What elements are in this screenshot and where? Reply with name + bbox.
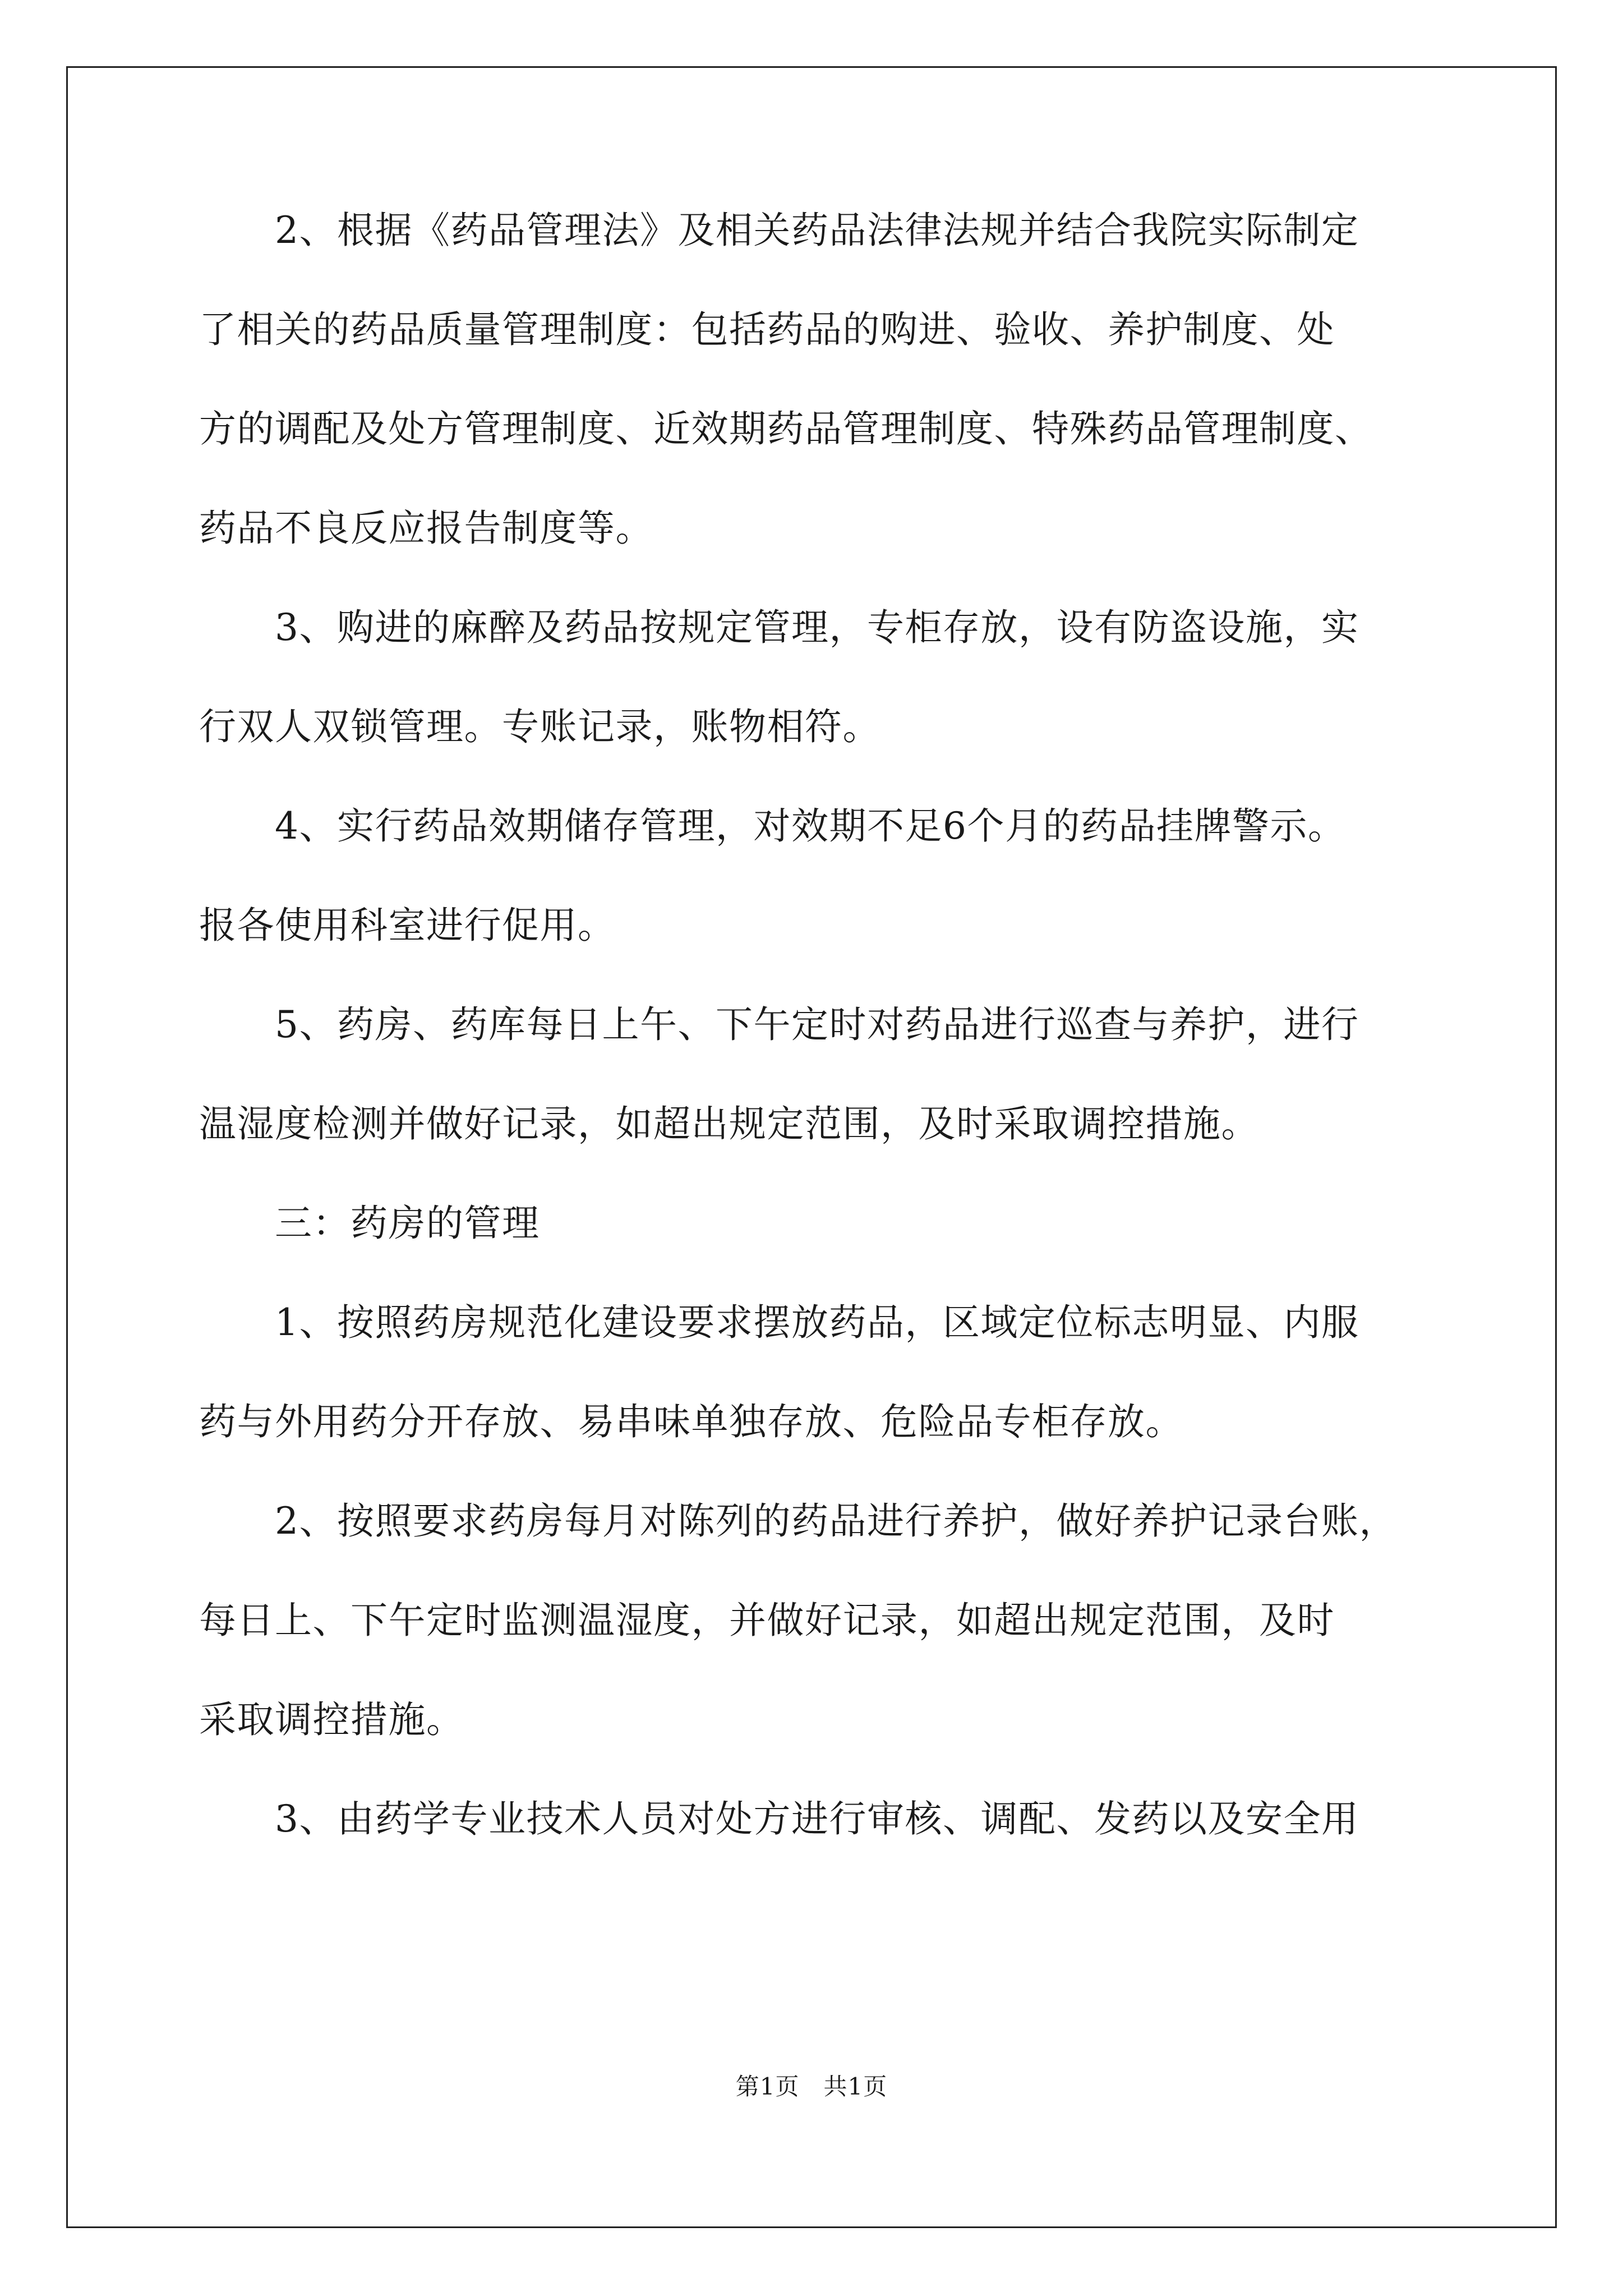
paragraph-line: 采取调控措施。 — [199, 1698, 464, 1741]
paragraph-line: 药品不良反应报告制度等。 — [199, 507, 653, 550]
paragraph-line: 3、购进的麻醉及药品按规定管理，专柜存放，设有防盗设施，实 — [275, 606, 1359, 649]
section-heading: 三：药房的管理 — [275, 1202, 540, 1245]
paragraph-line: 了相关的药品质量管理制度：包括药品的购进、验收、养护制度、处 — [199, 308, 1335, 351]
paragraph-line: 2、按照要求药房每月对陈列的药品进行养护，做好养护记录台账， — [275, 1499, 1397, 1543]
paragraph-line: 3、由药学专业技术人员对处方进行审核、调配、发药以及安全用 — [275, 1797, 1359, 1841]
paragraph-line: 行双人双锁管理。专账记录，账物相符。 — [199, 705, 880, 748]
paragraph-line: 温湿度检测并做好记录，如超出规定范围，及时采取调控措施。 — [199, 1102, 1259, 1145]
paragraph-line: 方的调配及处方管理制度、近效期药品管理制度、特殊药品管理制度、 — [199, 407, 1373, 450]
paragraph-line: 药与外用药分开存放、易串味单独存放、危险品专柜存放。 — [199, 1400, 1183, 1443]
page-number: 第1页 共1页 — [735, 2073, 888, 2100]
page-frame — [66, 66, 1557, 2228]
paragraph-line: 2、根据《药品管理法》及相关药品法律法规并结合我院实际制定 — [275, 209, 1359, 252]
paragraph-line: 5、药房、药库每日上午、下午定时对药品进行巡查与养护，进行 — [275, 1003, 1359, 1046]
paragraph-line: 1、按照药房规范化建设要求摆放药品，区域定位标志明显、内服 — [275, 1301, 1359, 1344]
paragraph-line: 4、实行药品效期储存管理，对效期不足6个月的药品挂牌警示。 — [275, 804, 1346, 848]
paragraph-line: 每日上、下午定时监测温湿度，并做好记录，如超出规定范围，及时 — [199, 1599, 1335, 1642]
paragraph-line: 报各使用科室进行促用。 — [199, 904, 616, 947]
